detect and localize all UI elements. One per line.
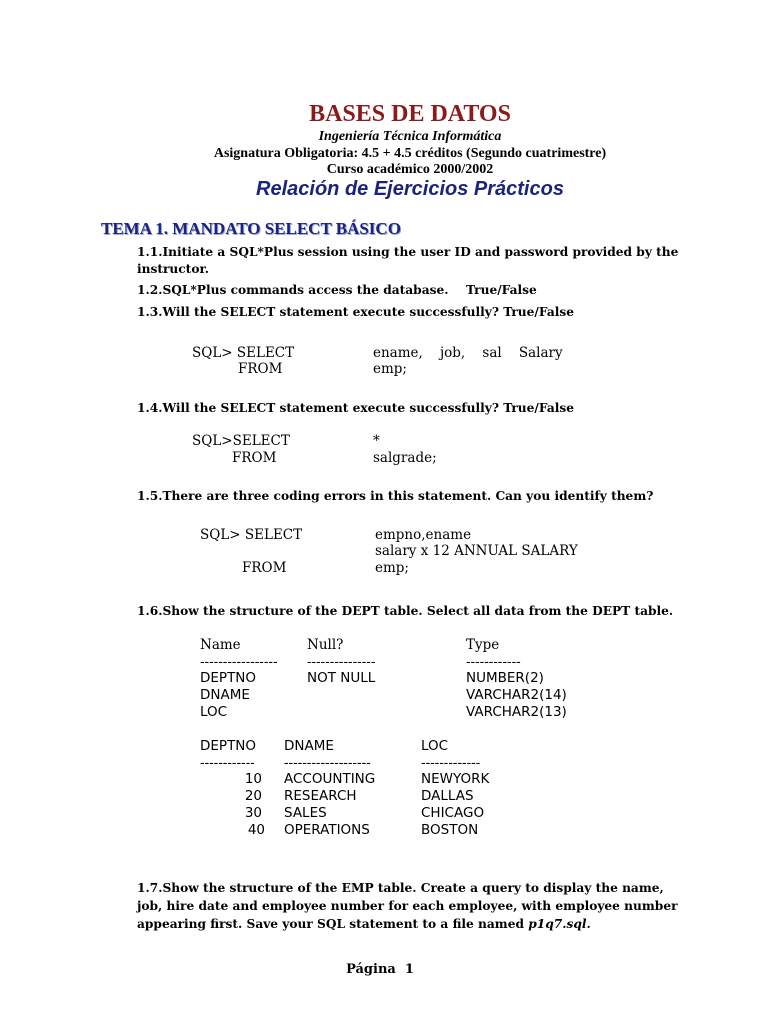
code3-table: emp; (375, 560, 409, 576)
question-1-7-line-3 (137, 917, 591, 931)
page-number: Página 1 (346, 962, 414, 977)
code1-from: FROM (238, 361, 283, 377)
exercises-heading: Relación de Ejercicios Prácticos (256, 178, 564, 200)
question-1-7-filename: p1q7.sql. (528, 917, 591, 931)
code2-table: salgrade; (373, 450, 437, 466)
describe-header-null: Null? (307, 637, 344, 653)
question-1-5: 1.5.There are three coding errors in this statement. Can you identify them? (137, 489, 654, 503)
question-1-2-answer: True/False (466, 283, 537, 297)
dept-header-dname: DNAME (284, 738, 334, 754)
code2-from: FROM (232, 450, 277, 466)
course-info-line: Asignatura Obligatoria: 4.5 + 4.5 créditos (Segundo cuatrimestre) (213, 146, 607, 161)
dept-row-dname: OPERATIONS (284, 822, 370, 838)
question-1-7-text: appearing first. Save your SQL statement to a file named (137, 917, 524, 931)
describe-header-type: Type (466, 637, 500, 653)
dept-separator: ------------ (200, 755, 255, 771)
dept-row-deptno: 30 (244, 805, 262, 821)
document-title: BASES DE DATOS (309, 101, 511, 127)
dept-header-deptno: DEPTNO (200, 738, 257, 754)
code1-table: emp; (373, 361, 407, 377)
describe-row-name: DNAME (200, 687, 250, 703)
question-1-3: 1.3.Will the SELECT statement execute successfully? True/False (137, 305, 575, 319)
code3-columns-1: empno,ename (375, 527, 472, 543)
section-title: TEMA 1. MANDATO SELECT BÁSICO (101, 219, 401, 238)
code1-columns: ename, job, sal Salary (373, 345, 563, 361)
describe-header-name: Name (200, 637, 241, 653)
question-1-6: 1.6.Show the structure of the DEPT table. Select all data from the DEPT table. (137, 604, 674, 618)
dept-row-deptno: 10 (244, 771, 262, 787)
describe-separator: ----------------- (200, 654, 278, 670)
dept-row-loc: DALLAS (421, 788, 474, 804)
dept-row-dname: SALES (284, 805, 327, 821)
dept-row-loc: BOSTON (421, 822, 479, 838)
question-1-7-line-2: job, hire date and employee number for each employee, with employee number (137, 899, 678, 913)
dept-row-deptno: 40 (247, 822, 265, 838)
describe-row-name: DEPTNO (200, 670, 257, 686)
question-1-7-line-1: 1.7.Show the structure of the EMP table. Create a query to display the name, (137, 881, 664, 895)
describe-separator: --------------- (307, 654, 376, 670)
question-1-4: 1.4.Will the SELECT statement execute successfully? True/False (137, 401, 575, 415)
code3-columns-2: salary x 12 ANNUAL SALARY (375, 543, 578, 559)
code2-select: SQL>SELECT (192, 433, 290, 449)
question-1-1-continued: instructor. (137, 262, 209, 276)
describe-row-null: NOT NULL (307, 670, 376, 686)
dept-separator: ------------- (421, 755, 481, 771)
code1-select: SQL> SELECT (192, 345, 295, 361)
describe-separator: ------------ (466, 654, 521, 670)
code3-from: FROM (242, 560, 287, 576)
code3-select: SQL> SELECT (200, 527, 303, 543)
dept-row-deptno: 20 (244, 788, 262, 804)
dept-row-loc: NEWYORK (421, 771, 490, 787)
describe-row-type: NUMBER(2) (466, 670, 544, 686)
dept-separator: ------------------- (284, 755, 371, 771)
describe-row-name: LOC (200, 704, 228, 720)
document-subtitle: Ingeniería Técnica Informática (318, 129, 502, 144)
question-1-2: 1.2.SQL*Plus commands access the database. (137, 283, 449, 297)
question-1-1: 1.1.Initiate a SQL*Plus session using the user ID and password provided by the (137, 245, 679, 259)
academic-year-line: Curso académico 2000/2002 (326, 162, 494, 177)
dept-row-dname: RESEARCH (284, 788, 357, 804)
describe-row-type: VARCHAR2(13) (466, 704, 567, 720)
code2-columns: * (373, 433, 380, 449)
describe-row-type: VARCHAR2(14) (466, 687, 567, 703)
dept-header-loc: LOC (421, 738, 449, 754)
dept-row-loc: CHICAGO (421, 805, 485, 821)
dept-row-dname: ACCOUNTING (284, 771, 376, 787)
